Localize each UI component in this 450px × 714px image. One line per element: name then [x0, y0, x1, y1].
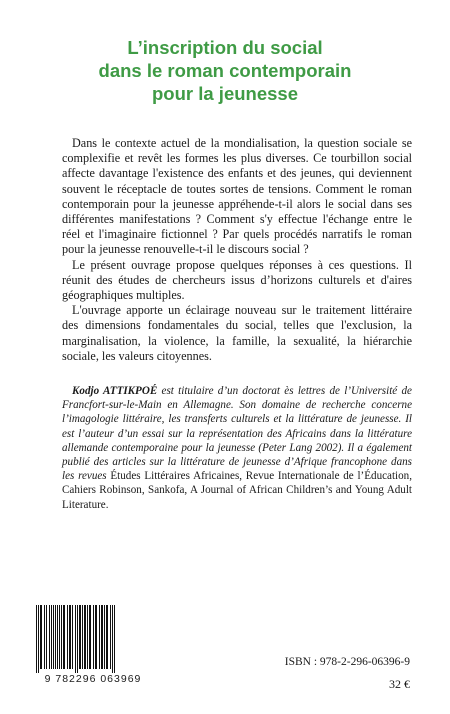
- title-line-2: dans le roman contemporain: [98, 60, 352, 81]
- price: 32 €: [389, 677, 410, 691]
- author-name: Kodjo ATTIKPOÉ: [72, 385, 158, 397]
- blurb-paragraph-3: L'ouvrage apporte un éclairage nouveau sur le traitement littéraire des dimensions fondamentales du social, telles que l'exclusion, la marginalisation, la violence, la famille, la sexualité, la hiérarchie sociale, les valeurs citoyennes.: [62, 303, 412, 363]
- blurb: [62, 136, 412, 364]
- blurb-paragraph-2: Le présent ouvrage propose quelques réponses à ces questions. Il réunit des études de chercheurs issus d’horizons culturels et d'aires géographiques multiples.: [62, 257, 412, 303]
- title-line-3: pour la jeunesse: [152, 83, 298, 104]
- book-title: [40, 36, 410, 105]
- blurb-paragraph-1: Dans le contexte actuel de la mondialisation, la question sociale se complexifie et revêt les formes les plus diverses. Ce tourbillon social affecte davantage l'existence des enfants et des jeunes, qui deviennent souvent le réceptacle de toutes sortes de tensions. Comment le roman contemporain pour la jeunesse appréhende-t-il alors le social dans ses différentes manifestations ? Comment s'y effectue l'échange entre le réel et l'imaginaire fictionnel ? Par quels procédés narratifs le roman pour la jeunesse renouvelle-t-il le discours social ?: [62, 136, 412, 257]
- isbn: ISBN : 978-2-296-06396-9: [284, 656, 410, 668]
- author-bio-text: est titulaire d’un doctorat ès lettres de l’Université de Francfort-sur-le-Main en Allemagne. Son domaine de recherche concerne l’imagologie littéraire, les transferts culturels et la littérature de jeunesse. Il est l’auteur d’un essai sur la représentation des Africains dans la littérature allemande contemporaine pour la jeunesse (Peter Lang 2002). Il a également publié des articles sur la littérature de jeunesse d’Afrique francophone dans les revues: [62, 385, 412, 483]
- author-bio-journals: Études Littéraires Africaines, Revue Internationale de l’Éducation, Cahiers Robinson, Sankofa, A Journal of African Children’s and Young Adult Literature.: [62, 470, 413, 511]
- title-line-1: L’inscription du social: [127, 37, 323, 58]
- barcode-bars: [30, 605, 156, 675]
- barcode-number: 9 782296 063969: [30, 673, 156, 685]
- barcode: [30, 605, 156, 685]
- author-bio: [62, 384, 412, 512]
